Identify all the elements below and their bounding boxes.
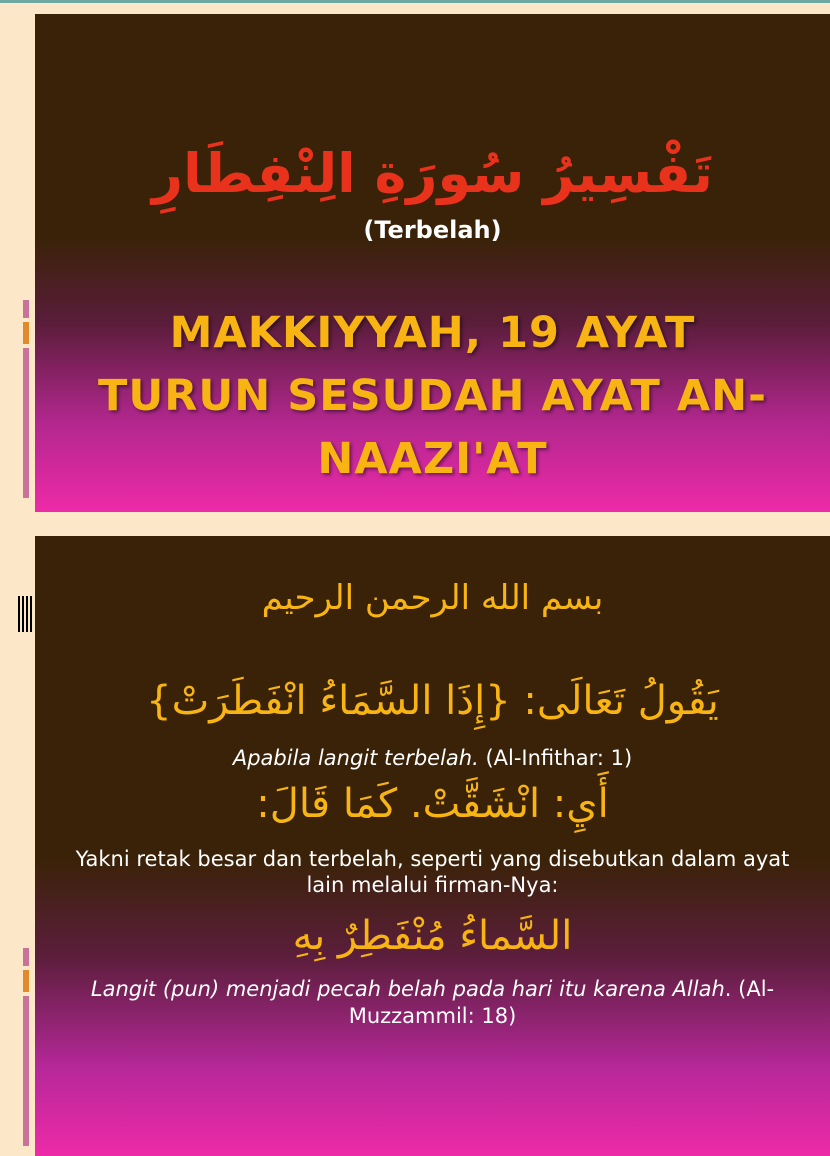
heading-line-3: NAAZI'AT xyxy=(317,434,548,484)
verse-1-translation xyxy=(35,746,830,770)
top-border-line xyxy=(0,0,830,3)
page-divider-mark xyxy=(18,596,32,632)
slide-verse xyxy=(35,536,830,1156)
verse-1-arabic: يَقُولُ تَعَالَى: {إِذَا السَّمَاءُ انْفَطَرَتْ} xyxy=(146,678,719,724)
explanation-text: Yakni retak besar dan terbelah, seperti yang disebutkan dalam ayat lain melalui firman-Nya: xyxy=(75,847,790,897)
heading-line-2: TURUN SESUDAH AYAT AN- xyxy=(98,371,767,421)
surah-heading xyxy=(35,302,830,491)
surah-subtitle: (Terbelah) xyxy=(363,216,502,244)
sidebar-mark-2 xyxy=(23,322,29,344)
slide-title xyxy=(35,14,830,512)
verse-3-translation xyxy=(65,976,800,1030)
verse-3-translation-text: Langit (pun) menjadi pecah belah pada hari itu karena Allah xyxy=(90,977,725,1001)
basmala: بسم الله الرحمن الرحيم xyxy=(261,578,604,618)
verse-3-arabic: السَّماءُ مُنْفَطِرٌ بِهِ xyxy=(292,913,573,959)
verse-3-reference: . (Al-Muzzammil: 18) xyxy=(348,977,775,1028)
surah-title-arabic: تَفْسِيرُ سُورَةِ الِنْفِطَارِ xyxy=(152,142,713,205)
sidebar-mark-6 xyxy=(23,996,29,1146)
heading-line-1: MAKKIYYAH, 19 AYAT xyxy=(169,308,696,358)
verse-2-arabic: أَيِ: انْشَقَّتْ. كَمَا قَالَ: xyxy=(256,781,609,827)
verse-1-translation-text: Apabila langit terbelah. xyxy=(232,746,479,770)
sidebar-mark-1 xyxy=(23,300,29,318)
sidebar-mark-4 xyxy=(23,948,29,966)
sidebar-mark-5 xyxy=(23,970,29,992)
verse-1-reference: (Al-Infithar: 1) xyxy=(478,746,633,770)
sidebar-mark-3 xyxy=(23,348,29,498)
